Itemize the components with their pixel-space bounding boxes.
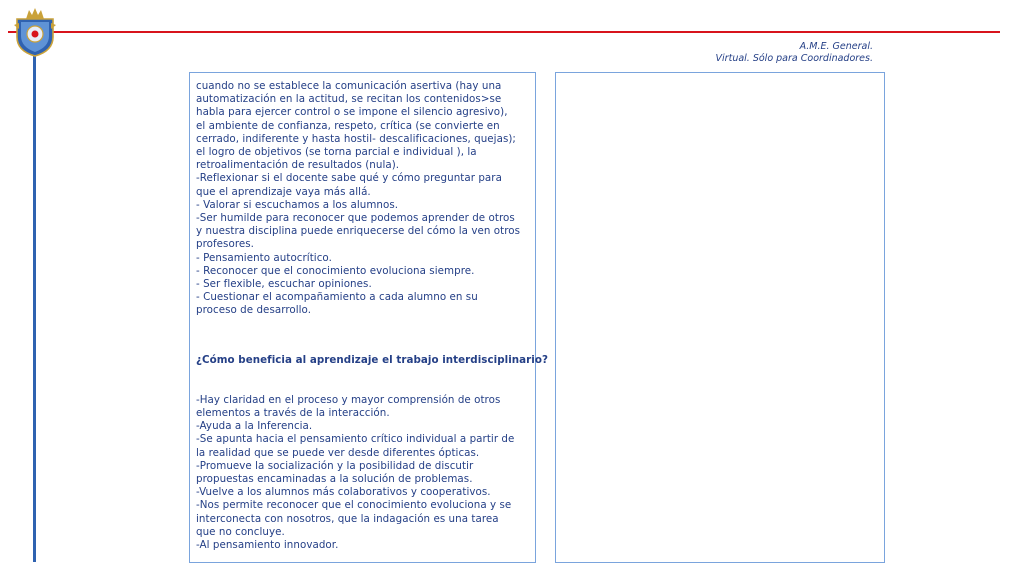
text-line: la realidad que se puede ver desde diferentes ópticas.: [196, 446, 480, 459]
text-line: elementos a través de la interacción.: [196, 407, 390, 420]
text-line: -Nos permite reconocer que el conocimiento evoluciona y se: [196, 499, 512, 512]
header-line-1: A.M.E. General.: [799, 41, 873, 52]
text-line: - Cuestionar el acompañamiento a cada alumno en su: [196, 291, 478, 304]
text-line: -Hay claridad en el proceso y mayor comprensión de otros: [196, 393, 501, 406]
text-line: -Al pensamiento innovador.: [196, 539, 339, 552]
text-line: que no concluye.: [196, 525, 285, 538]
left-blue-rule: [33, 44, 36, 562]
text-line: -Vuelve a los alumnos más colaborativos y cooperativos.: [196, 486, 491, 499]
text-line: - Reconocer que el conocimiento evoluciona siempre.: [196, 264, 475, 277]
text-line: interconecta con nosotros, que la indagación es una tarea: [196, 512, 499, 525]
section-question: ¿Cómo beneficia al aprendizaje el trabajo interdisciplinario?: [196, 353, 549, 366]
text-line: cuando no se establece la comunicación asertiva (hay una: [196, 80, 502, 92]
text-line: que el aprendizaje vaya más allá.: [196, 185, 371, 198]
text-line: el logro de objetivos (se torna parcial e individual ), la: [196, 146, 477, 159]
text-line: -Ayuda a la Inferencia.: [196, 420, 313, 433]
content-panel-left: [189, 72, 549, 563]
text-line: -Reflexionar si el docente sabe qué y cómo preguntar para: [196, 172, 502, 185]
text-line: -Se apunta hacia el pensamiento crítico individual a partir de: [196, 433, 515, 446]
text-line: habla para ejercer control o se impone el silencio agresivo),: [196, 106, 508, 119]
header-red-rule: [8, 31, 1000, 33]
text-line: - Ser flexible, escuchar opiniones.: [196, 278, 372, 291]
text-line: proceso de desarrollo.: [196, 304, 312, 317]
text-line: - Pensamiento autocrítico.: [196, 251, 332, 264]
text-line: -Promueve la socialización y la posibilidad de discutir: [196, 459, 474, 472]
text-block-1: [196, 80, 549, 552]
text-line: profesores.: [196, 238, 254, 251]
text-line: propuestas encaminadas a la solución de problemas.: [196, 473, 473, 486]
text-line: retroalimentación de resultados (nula).: [196, 159, 400, 172]
text-line: el ambiente de confianza, respeto, crítica (se convierte en: [196, 119, 500, 132]
text-line: -Ser humilde para reconocer que podemos aprender de otros: [196, 212, 515, 225]
header-caption: [716, 41, 873, 65]
text-line: automatización en la actitud, se recitan los contenidos>se: [196, 93, 502, 106]
header-line-2: Virtual. Sólo para Coordinadores.: [715, 53, 873, 64]
text-line: y nuestra disciplina puede enriquecerse del cómo la ven otros: [196, 225, 521, 238]
spacer: [196, 367, 529, 394]
institutional-crest-icon: [13, 7, 57, 57]
content-panel-right: [555, 72, 885, 563]
text-line: cerrado, indiferente y hasta hostil- descalificaciones, quejas);: [196, 132, 516, 145]
spacer: [196, 318, 529, 354]
text-line: - Valorar si escuchamos a los alumnos.: [196, 198, 399, 211]
